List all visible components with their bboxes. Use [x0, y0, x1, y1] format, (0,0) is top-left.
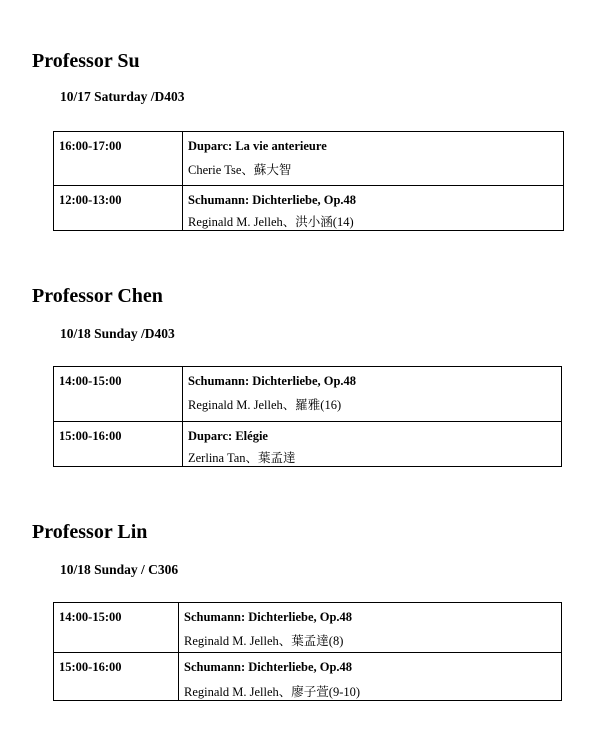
table-row: [54, 132, 564, 186]
time-cell: 14:00-15:00: [54, 367, 183, 422]
performers: Cherie Tse、蘇大智: [188, 163, 292, 177]
piece-cell: [183, 132, 564, 186]
piece-cell: [179, 603, 562, 653]
performers: Zerlina Tan、葉孟達: [188, 451, 296, 465]
performers: Reginald M. Jelleh、洪小涵(14): [188, 215, 354, 229]
table-row: [54, 653, 562, 701]
section-date: 10/18 Sunday /D403: [60, 326, 175, 341]
performers: Reginald M. Jelleh、羅雅(16): [188, 398, 342, 412]
time-cell: 15:00-16:00: [54, 653, 179, 701]
piece-title: Schumann: Dichterliebe, Op.48: [188, 374, 357, 388]
piece-title: Duparc: Elégie: [188, 429, 268, 443]
piece-cell: [183, 186, 564, 231]
section-date: 10/18 Sunday / C306: [60, 562, 179, 577]
schedule-table: [53, 602, 562, 701]
table-row: [54, 186, 564, 231]
table-row: [54, 367, 562, 422]
performers: Reginald M. Jelleh、葉孟達(8): [184, 634, 344, 648]
section-title: Professor Su: [32, 50, 140, 72]
table-row: [54, 603, 562, 653]
piece-title: Schumann: Dichterliebe, Op.48: [184, 610, 353, 624]
performers: Reginald M. Jelleh、廖子萱(9-10): [184, 685, 361, 699]
time-cell: 15:00-16:00: [54, 422, 183, 467]
piece-title: Schumann: Dichterliebe, Op.48: [184, 660, 353, 674]
piece-title: Schumann: Dichterliebe, Op.48: [188, 193, 357, 207]
time-cell: 14:00-15:00: [54, 603, 179, 653]
schedule-table: [53, 131, 564, 231]
piece-cell: [179, 653, 562, 701]
piece-cell: [183, 422, 562, 467]
time-cell: 16:00-17:00: [54, 132, 183, 186]
section-title: Professor Chen: [32, 285, 163, 307]
table-row: [54, 422, 562, 467]
piece-title: Duparc: La vie anterieure: [188, 139, 327, 153]
schedule-table: [53, 366, 562, 467]
time-cell: 12:00-13:00: [54, 186, 183, 231]
section-date: 10/17 Saturday /D403: [60, 89, 185, 104]
section-title: Professor Lin: [32, 521, 148, 543]
piece-cell: [183, 367, 562, 422]
